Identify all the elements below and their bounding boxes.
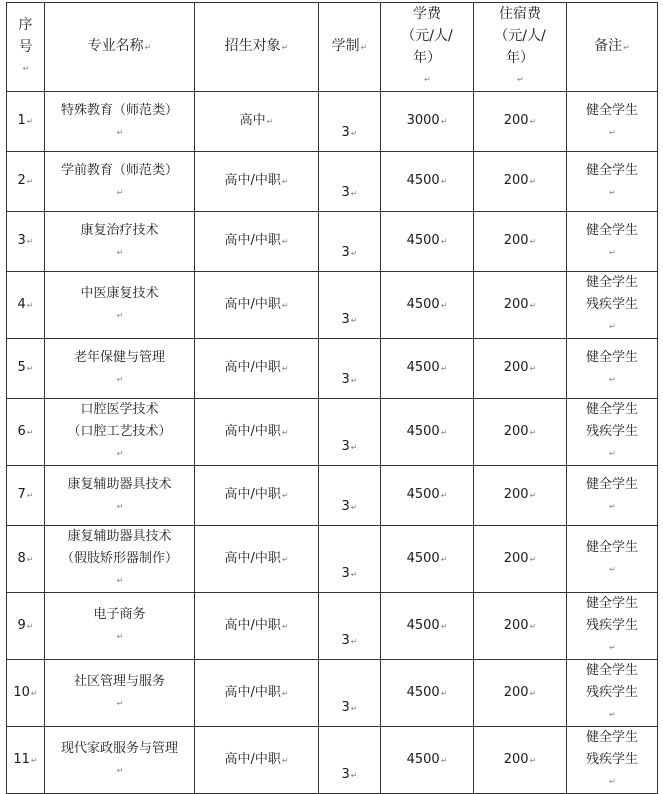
cell-tuition: 4500↵	[381, 466, 474, 526]
cell-tuition: 4500↵	[381, 727, 474, 794]
cell-target: 高中/中职↵	[195, 152, 319, 212]
cell-tuition: 4500↵	[381, 272, 474, 339]
cell-tuition: 4500↵	[381, 339, 474, 399]
cell-major: 口腔医学技术 （口腔工艺技术） ↵	[45, 399, 195, 466]
cell-seq: 4↵	[7, 272, 45, 339]
cell-major: 电子商务 ↵	[45, 593, 195, 660]
cell-tuition: 3000↵	[381, 92, 474, 152]
cell-tuition: 4500↵	[381, 660, 474, 727]
cell-tuition: 4500↵	[381, 399, 474, 466]
cell-note: 健全学生 残疾学生 ↵	[567, 272, 658, 339]
cell-dorm: 200↵	[474, 399, 567, 466]
cell-years: 3↵	[319, 152, 381, 212]
cell-seq: 1↵	[7, 92, 45, 152]
table-row	[7, 272, 658, 339]
cell-note: 健全学生 ↵	[567, 212, 658, 272]
cell-target: 高中↵	[195, 92, 319, 152]
cell-note: 健全学生 残疾学生 ↵	[567, 593, 658, 660]
cell-seq: 3↵	[7, 212, 45, 272]
cell-major: 现代家政服务与管理 ↵	[45, 727, 195, 794]
cell-years: 3↵	[319, 593, 381, 660]
cell-note: 健全学生 ↵	[567, 152, 658, 212]
cell-seq: 9↵	[7, 593, 45, 660]
cell-years: 3↵	[319, 272, 381, 339]
cell-seq: 8↵	[7, 526, 45, 593]
header-seq: 序 号 ↵	[7, 3, 45, 92]
cell-major: 康复辅助器具技术 ↵	[45, 466, 195, 526]
cell-target: 高中/中职↵	[195, 526, 319, 593]
cell-note: 健全学生 ↵	[567, 92, 658, 152]
table-row	[7, 339, 658, 399]
cell-note: 健全学生 ↵	[567, 466, 658, 526]
cell-years: 3↵	[319, 212, 381, 272]
cell-years: 3↵	[319, 339, 381, 399]
cell-dorm: 200↵	[474, 660, 567, 727]
header-years: 学制↵	[319, 3, 381, 92]
cell-tuition: 4500↵	[381, 593, 474, 660]
cell-years: 3↵	[319, 660, 381, 727]
table-row	[7, 660, 658, 727]
cell-target: 高中/中职↵	[195, 593, 319, 660]
table-row	[7, 593, 658, 660]
header-dorm: 住宿费 （元/人/ 年） ↵	[474, 3, 567, 92]
cell-major: 康复辅助器具技术 （假肢矫形器制作） ↵	[45, 526, 195, 593]
cell-dorm: 200↵	[474, 212, 567, 272]
cell-seq: 2↵	[7, 152, 45, 212]
cell-target: 高中/中职↵	[195, 399, 319, 466]
cell-note: 健全学生 ↵	[567, 526, 658, 593]
cell-target: 高中/中职↵	[195, 212, 319, 272]
cell-target: 高中/中职↵	[195, 272, 319, 339]
enrollment-table	[6, 2, 658, 794]
cell-major: 特殊教育（师范类） ↵	[45, 92, 195, 152]
cell-seq: 10↵	[7, 660, 45, 727]
cell-target: 高中/中职↵	[195, 339, 319, 399]
cell-dorm: 200↵	[474, 339, 567, 399]
cell-years: 3↵	[319, 526, 381, 593]
cell-dorm: 200↵	[474, 526, 567, 593]
cell-years: 3↵	[319, 727, 381, 794]
cell-major: 老年保健与管理 ↵	[45, 339, 195, 399]
cell-major: 中医康复技术 ↵	[45, 272, 195, 339]
cell-target: 高中/中职↵	[195, 660, 319, 727]
cell-seq: 11↵	[7, 727, 45, 794]
cell-seq: 6↵	[7, 399, 45, 466]
table-row	[7, 466, 658, 526]
cell-note: 健全学生 残疾学生 ↵	[567, 399, 658, 466]
header-tuition: 学费 （元/人/ 年） ↵	[381, 3, 474, 92]
cell-dorm: 200↵	[474, 152, 567, 212]
header-major: 专业名称↵	[45, 3, 195, 92]
header-note: 备注↵	[567, 3, 658, 92]
table-row	[7, 212, 658, 272]
table-row	[7, 526, 658, 593]
cell-dorm: 200↵	[474, 92, 567, 152]
table-row	[7, 727, 658, 794]
table-row	[7, 399, 658, 466]
cell-major: 学前教育（师范类） ↵	[45, 152, 195, 212]
cell-seq: 7↵	[7, 466, 45, 526]
cell-tuition: 4500↵	[381, 152, 474, 212]
header-target: 招生对象↵	[195, 3, 319, 92]
header-row	[7, 3, 658, 92]
cell-dorm: 200↵	[474, 466, 567, 526]
cell-years: 3↵	[319, 92, 381, 152]
cell-years: 3↵	[319, 466, 381, 526]
cell-major: 社区管理与服务 ↵	[45, 660, 195, 727]
cell-major: 康复治疗技术 ↵	[45, 212, 195, 272]
cell-tuition: 4500↵	[381, 526, 474, 593]
cell-dorm: 200↵	[474, 593, 567, 660]
table-row	[7, 92, 658, 152]
cell-note: 健全学生 ↵	[567, 339, 658, 399]
cell-tuition: 4500↵	[381, 212, 474, 272]
cell-note: 健全学生 残疾学生 ↵	[567, 727, 658, 794]
table-row	[7, 152, 658, 212]
cell-years: 3↵	[319, 399, 381, 466]
cell-target: 高中/中职↵	[195, 466, 319, 526]
cell-dorm: 200↵	[474, 727, 567, 794]
cell-seq: 5↵	[7, 339, 45, 399]
cell-note: 健全学生 残疾学生 ↵	[567, 660, 658, 727]
cell-target: 高中/中职↵	[195, 727, 319, 794]
cell-dorm: 200↵	[474, 272, 567, 339]
